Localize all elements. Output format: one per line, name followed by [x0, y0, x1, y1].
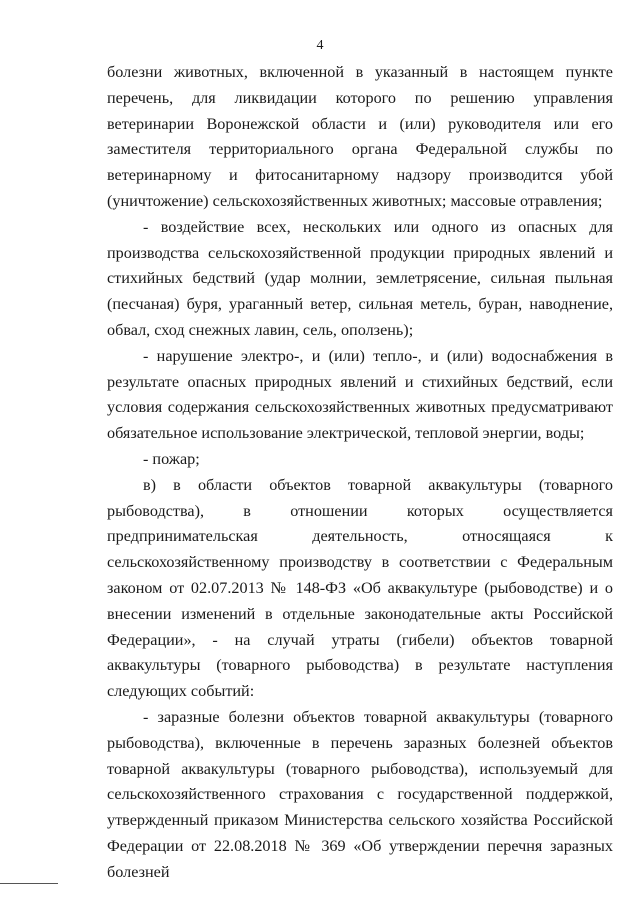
paragraph-natural-hazards: - воздействие всех, нескольких или одного из опасных для производства сельскохозяйственной продукции природных явлений и стихийных бедствий (удар молнии, землетрясение, сильная пыльная (песчаная) буря, ураганный ветер, сильная метель, буран, наводнение, обвал, сход снежных лавин, сель, оползень);: [107, 217, 613, 339]
footnote-separator: [0, 883, 58, 884]
page-number: 4: [316, 38, 324, 53]
paragraph-aquaculture-diseases: - заразные болезни объектов товарной аквакультуры (товарного рыбоводства), включенные в перечень заразных болезней объектов товарной аквакультуры (товарного рыбоводства), используемый для сельскохозяйственного страхования с государственной поддержкой, утвержденный приказом Министерства сельского хозяйства Российской Федерации от 22.08.2018 № 369 «Об утверждении перечня заразных болезней: [107, 707, 613, 881]
document-body: [107, 60, 613, 886]
paragraph-aquaculture: в) в области объектов товарной аквакультуры (товарного рыбоводства), в отношении которых осуществляется предпринимательская деятельность, относящаяся к сельскохозяйственному производству в соответствии с Федеральным законом от 02.07.2013 № 148-ФЗ «Об аквакультуре (рыбоводстве) и о внесении изменений в отдельные законодательные акты Российской Федерации», - на случай утраты (гибели) объектов товарной аквакультуры (товарного рыбоводства) в результате наступления следующих событий:: [107, 475, 613, 701]
paragraph-animal-diseases-continued: болезни животных, включенной в указанный в настоящем пункте перечень, для ликвидации которого по решению управления ветеринарии Воронежской области и (или) руководителя или его заместителя территориального органа Федеральной службы по ветеринарному и фитосанитарному надзору производится убой (уничтожение) сельскохозяйственных животных; массовые отравления;: [107, 63, 613, 210]
paragraph-fire: - пожар;: [143, 449, 200, 468]
paragraph-utility-disruption: - нарушение электро-, и (или) тепло-, и (или) водоснабжения в результате опасных природных явлений и стихийных бедствий, если условия содержания сельскохозяйственных животных предусматривают обязательное использование электрической, тепловой энергии, воды;: [107, 346, 613, 443]
